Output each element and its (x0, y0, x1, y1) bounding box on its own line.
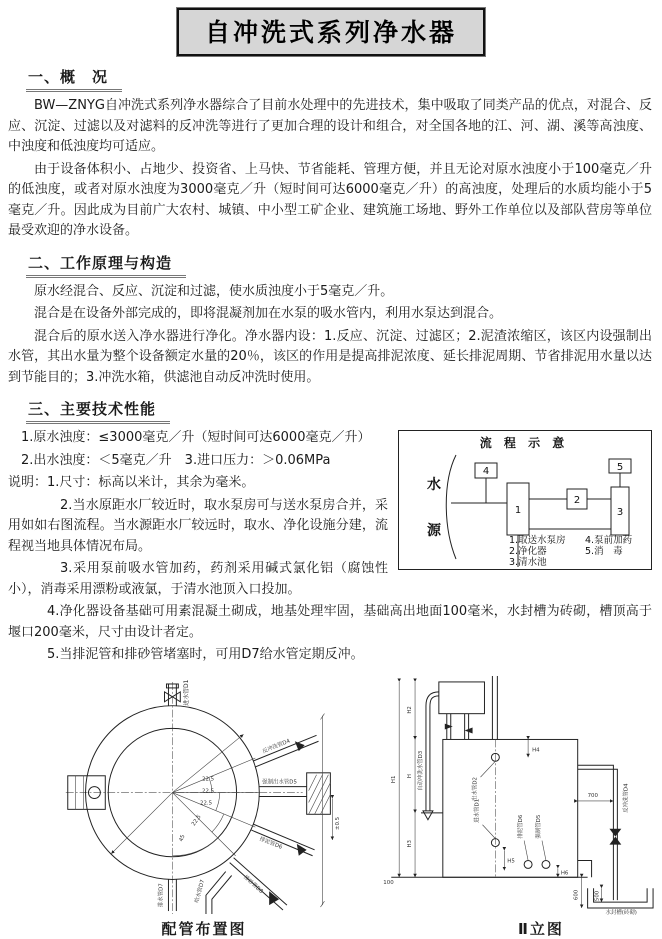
elev-label-mud: 排泥管D6 (518, 814, 525, 839)
plan-angle4: 22.5 (190, 813, 203, 827)
section3-heading: 三、主要技术性能 (26, 398, 652, 424)
elev-dim-h1: H1 (391, 775, 398, 783)
plan-label-mud: 排泥管D6 (258, 835, 283, 851)
flow-box-3-label: 3 (616, 507, 624, 518)
plan-label-drain: 排水管D7 (158, 882, 165, 907)
elev-dim-h: H (407, 773, 414, 778)
elev-forced-valve (542, 860, 550, 868)
section2-heading: 二、工作原理与构造 (26, 252, 652, 278)
plan-arc3 (212, 814, 224, 832)
section2-para2: 混合是在设备外部完成的，即将混凝剂加在水泵的吸水管内，利用水泵达到混合。 (34, 306, 503, 321)
plan-wall-dim-label: ±0.5 (335, 816, 342, 830)
plan-radius-arrow-up (172, 734, 243, 795)
elev-dim-h2: H2 (407, 705, 414, 714)
plan-drawing-svg (60, 679, 348, 914)
elevation-drawing-figure (376, 674, 662, 939)
section3-note3: 3.采用泵前吸水管加药，药剂采用碱式氯化铝（腐蚀性小），消毒采用漂粉或液氯，于清水池顶入口投加。 (8, 561, 388, 597)
elevation-caption: Ⅱ立图 (518, 919, 564, 938)
plan-label-sand: 排砂管D8 (242, 873, 264, 895)
elev-dim-500: 500 (594, 890, 601, 901)
document-content (0, 66, 662, 939)
elev-backwash-pipe (578, 765, 614, 900)
plan-label-supply: 给水管D7 (194, 878, 207, 904)
elev-outlet-leader (481, 761, 496, 777)
elev-dim-h3: H3 (407, 839, 414, 848)
elev-label-forced: 强制管D5 (536, 814, 543, 839)
elev-seal-label: 水封槽(砖砌) (605, 909, 637, 916)
section3-spec1: 1.原水浊度：≤3000毫克／升（短时间可达6000毫克／升） (21, 430, 371, 445)
plan-arc2 (216, 792, 220, 810)
plan-angle1: 22.5 (202, 776, 215, 783)
elev-wash-tank (439, 681, 485, 713)
elev-autowash-pipe (426, 691, 439, 810)
plan-ray3 (172, 792, 255, 827)
elev-backwash-valve-icon (609, 828, 621, 844)
elev-label-inlet: 进水管D1 (474, 798, 481, 823)
flow-legend-1: 1.取送水泵房 (509, 535, 566, 546)
elev-dim-100: 100 (383, 879, 394, 886)
plan-radius-arrow-down (111, 792, 172, 853)
elev-funnel (423, 810, 433, 819)
plan-wall-section (307, 772, 331, 813)
section3-note4: 4.净化器设备基础可用素混凝土砌成，地基处理牢固，基础高出地面100毫米，水封槽为砖砌，槽顶高于堰口200毫米，尺寸由设计者定。 (8, 604, 652, 640)
elevation-drawing-svg (376, 674, 662, 914)
elev-backwash-pipe2 (578, 769, 618, 900)
plan-label-backwash: 反冲洗管D4 (261, 737, 292, 755)
elev-label-autowash: 自动冲洗水管D3 (417, 750, 424, 791)
elev-label-backwash: 反冲洗管D4 (623, 782, 630, 813)
section3-note5: 5.当排泥管和排砂管堵塞时，可用D7给水管定期反冲。 (47, 647, 364, 662)
plan-supply-pipe2 (212, 875, 232, 914)
elev-dim-h6: H6 (560, 869, 569, 876)
elev-inlet-leader (482, 824, 495, 838)
flow-box-4-label: 4 (482, 466, 490, 477)
title-box (177, 8, 485, 56)
section1-para1: BW—ZNYG自冲洗式系列净水器综合了目前水处理中的先进技术，集中吸取了同类产品的优点，对混合、反应、沉淀、过滤以及对滤料的反冲洗等进行了更加合理的设计和组合，对全国各地的江、河、湖、溪等高浊度、中浊度和低浊度均可适应。 (8, 98, 652, 154)
water-source-char2: 源 (427, 523, 441, 539)
title-banner (0, 0, 662, 56)
elev-step (578, 860, 592, 877)
plan-backwash-valve-icon (295, 741, 305, 751)
elev-mud-leader (524, 840, 528, 860)
elev-mud-valve (524, 860, 532, 868)
plan-caption: 配管布置图 (161, 919, 247, 938)
plan-ray1 (172, 758, 255, 793)
elev-tank-body (443, 739, 578, 877)
flow-legend-3: 3.清水池 (509, 557, 547, 568)
flow-legend-2: 2.净化器 (509, 546, 547, 557)
section3-note2: 2.当水原距水厂较近时，取水泵房可与送水泵房合并，采用如如右图流程。当水源距水厂较远时，取水、净化设施分建，流程视当地具体情况布局。 (8, 497, 388, 554)
elev-dim-h4: H4 (532, 746, 540, 753)
plan-angle3: 22.5 (200, 799, 213, 806)
plan-sand-pipe (234, 857, 287, 904)
elev-label-outlet: 出水管D2 (472, 776, 479, 801)
flow-box-1-label: 1 (514, 505, 522, 516)
flow-diagram-svg (399, 431, 649, 567)
section1-para2: 由于设备体积小、占地少、投资省、上马快、节省能耗、管理方便，并且无论对原水浊度小于100毫克／升的低浊度，或者对原水浊度为3000毫克／升（短时间可达6000毫克／升）的高浊度，处理后的水质均能小于5毫克／升。因此成为目前广大农村、城镇、中小型工矿企业、建筑施工场地、野外工作单位以及部队营房等单位最受欢迎的净水设备。 (8, 161, 652, 238)
plan-angle5: 45 (178, 833, 187, 843)
plan-label-inlet: 进水管D1 (184, 679, 191, 706)
flow-legend-4: 4.泵前加药 (585, 535, 633, 546)
flow-legend-5: 5.消 毒 (585, 546, 623, 557)
elev-dim-h5: H5 (507, 857, 515, 864)
drawings-row (8, 674, 652, 939)
elev-dim-700: 700 (587, 792, 599, 799)
page-title: 自冲洗式系列净水器 (204, 18, 457, 47)
elev-autowash-pipe2 (430, 695, 439, 810)
section3-body (8, 428, 652, 668)
section2-para1: 原水经混合、反应、沉淀和过滤，使水质浊度小于5毫克／升。 (34, 283, 394, 299)
plan-wall-hatch (309, 774, 331, 813)
flow-box-2-label: 2 (573, 495, 581, 506)
plan-drawing-figure (60, 679, 348, 939)
elev-forced-leader (542, 840, 546, 860)
section3-note1: 说明：1.尺寸：标高以米计，其余为毫米。 (8, 475, 255, 490)
section1-heading: 一、概 况 (26, 66, 652, 92)
plan-supply-pipe (206, 871, 226, 913)
section2-para3: 混合后的原水送入净水器进行净化。净水器内设：1.反应、沉淀、过滤区；2.泥渣浓缩区，该区内设强制出水管，其出水量为整个设备额定水量的20％，该区的作用是提高排泥浓度、延长排泥周期、节省排泥用水量以达到节能目的；3.冲洗水箱，供滤池自动反冲洗时使用。 (8, 328, 652, 385)
flow-title: 流 程 示 意 (479, 436, 569, 450)
section3-spec2: 2.出水浊度：＜5毫克／升 3.进口压力：＞0.06MPa (21, 452, 331, 468)
plan-label-forced: 强制出水管D5 (262, 779, 297, 786)
plan-angle2: 22.5 (202, 788, 215, 795)
water-source-char1: 水 (427, 477, 441, 493)
flow-box-5-label: 5 (616, 462, 624, 473)
flow-diagram (398, 430, 652, 570)
water-source-curve (446, 455, 456, 559)
elev-dim-600: 600 (573, 889, 580, 900)
